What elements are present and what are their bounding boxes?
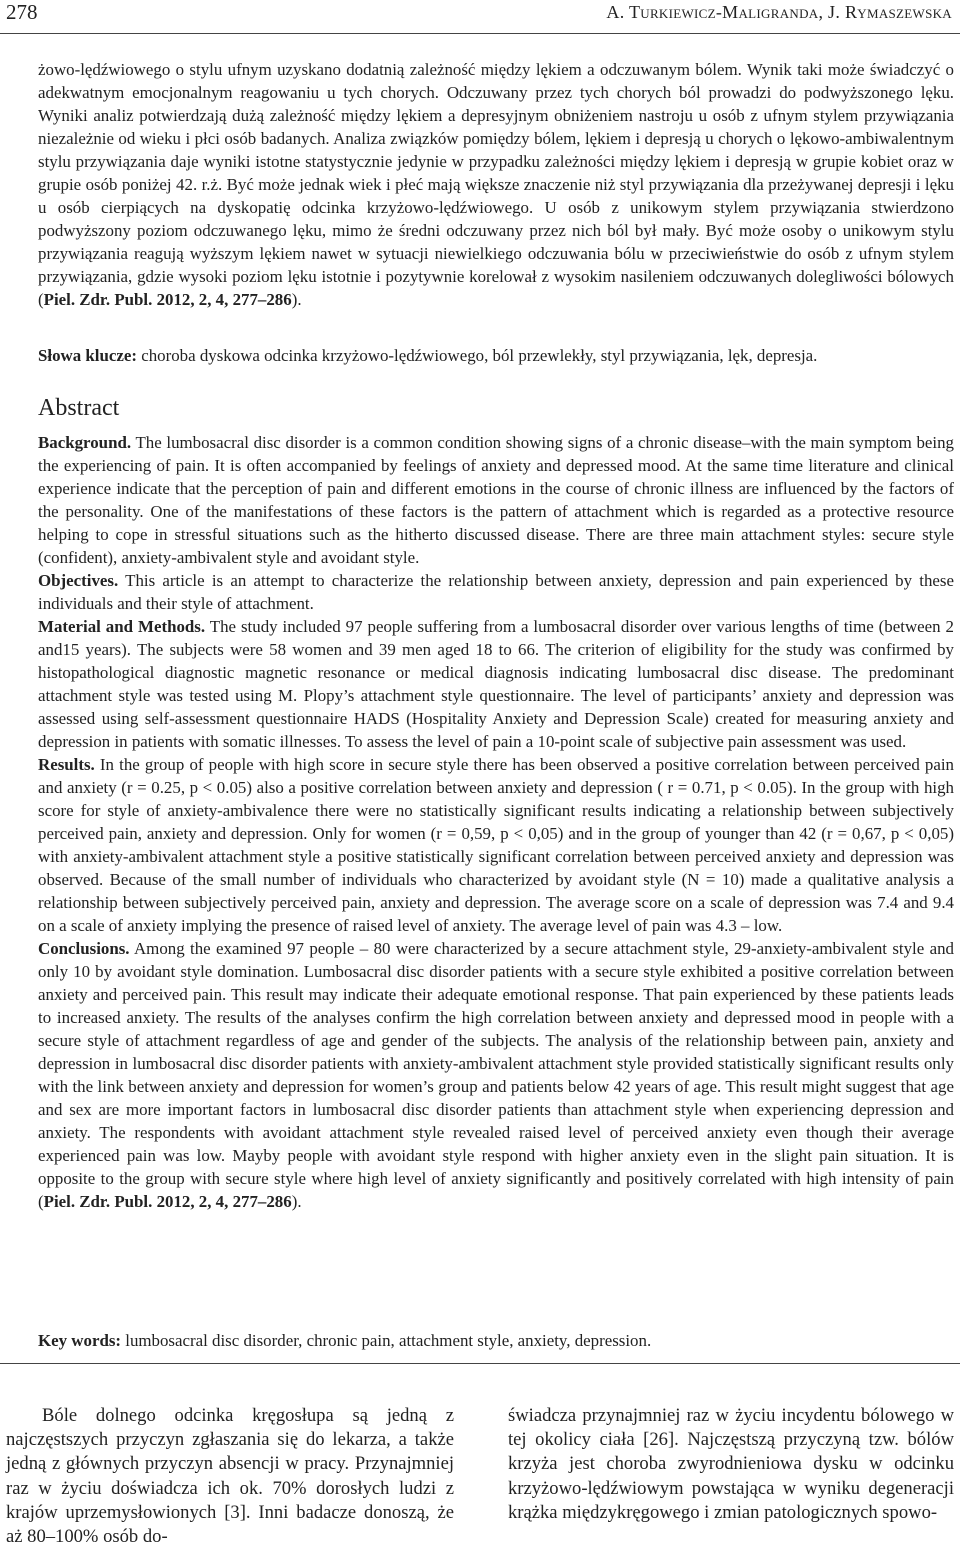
abstract-end-rule [0,1363,960,1364]
polish-abstract-paragraph: żowo-lędźwiowego o stylu ufnym uzyskano dodatnią zależność między lękiem a odczuwanym bólem. Wynik taki może świadczyć o adekwatnym emocjonalnym reagowaniu u tych chorych. Odczuwany przez tych chorych ból prowadzi do podwyższonego lęku. Wyniki analiz potwierdzają dużą zależność między lękiem a depresyjnym obniżeniem nastroju u osób z ufnym stylem przywiązania niezależnie od wieku i płci osób badanych. Analiza związków pomiędzy bólem, lękiem i depresją u chorych o lękowo-ambiwalentnym stylu przywiązania daje wyniki istotne statystycznie jedynie w przypadku zależności między lękiem i depresją w grupie kobiet oraz w grupie osób poniżej 42. r.ż. Być może jednak wiek i płeć mają większe znaczenie niż styl przywiązania dla przeżywanej depresji i lęku u osób cierpiących na dyskopatię odcinka krzyżowo-lędźwiowego. U osób z unikowym stylem przywiązania stwierdzono podwyższony poziom odczuwanego lęku, mimo że średni odczuwany przez nich ból był mały. Być może osoby o unikowym stylu przywiązania reagują wyższym lękiem nawet w sytuacji niewielkiego odczuwania bólu w przeciwieństwie do osób z ufnym stylem przywiązania, gdzie wysoki poziom lęku istotnie i pozytywnie korelował z wysokim nasileniem odczuwanych dolegliwości bólowych (Piel. Zdr. Publ. 2012, 2, 4, 277–286). [38,60,954,309]
keywords-en-text: lumbosacral disc disorder, chronic pain, attachment style, anxiety, depression. [121,1331,652,1350]
keywords-polish [38,344,954,367]
running-head-authors: A. Turkiewicz-Maligranda, J. Rymaszewska [606,2,952,22]
abstract-methods: Material and Methods. The study included 97 people suffering from a lumbosacral disorder over various lengths of time (between 2 and15 years). The subjects were 58 women and 39 men aged 18 to 66. The criterion of eligibility for the study was confirmed by histopathological diagnostic magnetic resonance or medical diagnosis indicating lumbosacral disc disease. The predominant attachment style was tested using M. Plopy’s attachment style questionnaire. The level of participants’ anxiety and depression was assessed using self-assessment questionnaire HADS (Hospitality Anxiety and Depression Scale) created for measuring anxiety and depression in patients with somatic illnesses. To assess the level of pain a 10-point scale of subjective pain assessment was used. [38,617,954,751]
body-column-left [6,1404,454,1549]
keywords-pl-text: choroba dyskowa odcinka krzyżowo-lędźwiowego, ból przewlekły, styl przywiązania, lęk, depresja. [137,346,818,365]
page-number: 278 [6,0,38,24]
abstract-conclusions: Conclusions. Among the examined 97 people – 80 were characterized by a secure attachment style, 29-anxiety-ambivalent style and only 10 by avoidant style domination. Lumbosacral disc disorder patients with a secure style exhibited a positive correlation between anxiety and perceived pain. This result may indicate their adequate emotional response. That pain experienced by these patients leads to increased anxiety. The results of the analyses confirm the high correlation between anxiety and depressed mood in people with a secure style of attachment regardless of age and gender of the subjects. The analysis of the relationship between pain, anxiety and depression in lumbosacral disc disorder patients with anxiety-ambivalent attachment style provided statistically significant results only with the link between anxiety and depression for women’s group and patients below 42 years of age. This result might suggest that age and sex are more important factors in lumbosacral disc disorder patients than attachment style when experiencing depression and anxiety. The respondents with avoidant attachment style revealed raised level of perceived anxiety even though their average experienced pain was low. Mayby people with avoidant style respond with higher anxiety even in the slight pain situation. It is opposite to the group with secure style where high level of anxiety significantly and positively correlated with high intensity of pain (Piel. Zdr. Publ. 2012, 2, 4, 277–286). [38,939,954,1211]
running-header [0,0,960,30]
body-column-right [508,1404,954,1525]
header-rule [0,33,960,34]
abstract-objectives: Objectives. This article is an attempt to characterize the relationship between anxiety, depression and pain experienced by these individuals and their style of attachment. [38,571,954,613]
abstract-results: Results. In the group of people with high score in secure style there has been observed a positive correlation between perceived pain and anxiety (r = 0.25, p < 0.05) also a positive correlation between anxiety and depression ( r = 0.71, p < 0.05). In the group with high score for style of anxiety-ambivalence there were no statistically significant results indicating a relationship between subjectively perceived pain, anxiety and depression. Only for women (r = 0,59, p < 0,05) and in the group of younger than 42 (r = 0,67, p < 0,05) with anxiety-ambivalent attachment style a positive statistically significant correlation between perceived anxiety and depression was observed. Because of the small number of individuals who characterized by avoidant style (N = 10) made a qualitative analysis a relationship between subjectively perceived pain, anxiety and depression. The average score on a scale of depression was 7.4 and 9.4 on a scale of anxiety implying the presence of raised level of anxiety. The average level of pain was 4.3 – low. [38,755,954,935]
citation: Piel. Zdr. Publ. 2012, 2, 4, 277–286 [43,290,292,309]
citation: Piel. Zdr. Publ. 2012, 2, 4, 277–286 [43,1192,292,1211]
abstract-heading: Abstract [38,395,120,421]
abstract-background: Background. The lumbosacral disc disorder is a common condition showing signs of a chronic disease–with the main symptom being the experiencing of pain. It is often accompanied by feelings of anxiety and depressed mood. At the same time literature and clinical experience indicate that the perception of pain and different emotions in the course of chronic illness are influenced by the factors of the personality. One of the manifestations of these factors is the pattern of attachment which is regarded as a protective resource helping to cope in stressful situations such as the hitherto discussed disease. There are three main attachment styles: secure style (confident), anxiety-ambivalent style and avoidant style. [38,433,954,567]
polish-abstract [38,58,954,311]
keywords-english [38,1329,954,1352]
body-paragraph: Bóle dolnego odcinka kręgosłupa są jedną z najczęstszych przyczyn zgłaszania się do lekarza, a także jedną z głównych przyczyn absencji w pracy. Przynajmniej raz w życiu doświadcza ich ok. 70% dorosłych ludzi z krajów uprzemysłowionych [3]. Inni badacze donoszą, że aż 80–100% osób do- [6,1405,454,1548]
keywords-en-label: Key words: [38,1331,122,1350]
body-paragraph-continued: świadcza przynajmniej raz w życiu incydentu bólowego w tej okolicy ciała [26]. Najczęstszą przyczyną tzw. bólów krzyża jest choroba zwyrodnieniowa dysku w odcinku krzyżowo-lędźwiowym powstająca w wyniku degeneracji krążka międzykręgowego i zmian patologicznych spowo- [508,1405,954,1523]
keywords-pl-label: Słowa klucze: [38,346,137,365]
english-abstract [38,431,954,1213]
